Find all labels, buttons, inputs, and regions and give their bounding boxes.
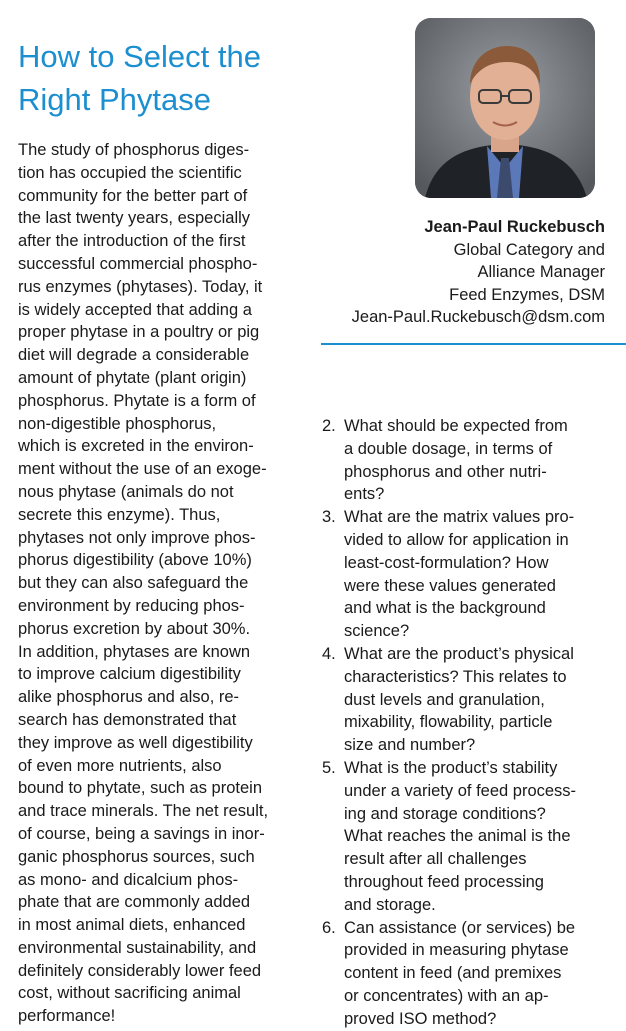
body-text-line: rus enzymes (phytases). Today, it — [18, 277, 263, 296]
body-text-line: successful commercial phospho- — [18, 254, 258, 273]
body-text-line: definitely considerably lower feed — [18, 961, 262, 980]
question-text-line: science? — [344, 622, 410, 641]
body-text-line: phosphorus. Phytate is a form of — [18, 391, 256, 410]
body-text-line: as mono- and dicalcium phos- — [18, 870, 239, 889]
question-text-line: least-cost-formulation? How — [344, 553, 549, 572]
body-text-line: diet will degrade a considerable — [18, 346, 250, 365]
question-text-line: mixability, flowability, particle — [344, 713, 553, 732]
question-text-line: Can assistance (or services) be — [344, 918, 576, 937]
question-text-line: result after all challenges — [344, 850, 527, 869]
question-text-line: size and number? — [344, 736, 476, 755]
question-text-line: What are the matrix values pro- — [344, 508, 575, 527]
author-photo — [415, 18, 595, 198]
body-text-line: nous phytase (animals do not — [18, 482, 234, 501]
section-divider — [321, 343, 626, 345]
body-text-line: community for the better part of — [18, 186, 248, 205]
body-text-line: cost, without sacrificing animal — [18, 984, 241, 1003]
body-text-line: amount of phytate (plant origin) — [18, 368, 247, 387]
body-text-line: tion has occupied the scientific — [18, 163, 242, 182]
body-text-line: but they can also safeguard the — [18, 574, 249, 593]
question-item — [322, 917, 622, 1031]
question-text-line: or concentrates) with an ap- — [344, 986, 549, 1005]
question-text-line: ents? — [344, 485, 385, 504]
question-text-line: and what is the background — [344, 599, 546, 618]
question-text-line: dust levels and granulation, — [344, 690, 545, 709]
author-name: Jean-Paul Ruckebusch — [424, 218, 605, 236]
body-text-line: is widely accepted that adding a — [18, 300, 252, 319]
body-text-line: secrete this enzyme). Thus, — [18, 505, 221, 524]
body-text-line: the last twenty years, especially — [18, 209, 251, 228]
author-email: Jean-Paul.Ruckebusch@dsm.com — [351, 308, 605, 327]
question-list — [322, 415, 622, 1031]
body-text-line: which is excreted in the environ- — [18, 437, 254, 456]
question-text-line: What should be expected from — [344, 417, 568, 435]
question-item — [322, 757, 622, 917]
body-text-line: they improve as well digestibility — [18, 733, 253, 752]
article-body — [18, 139, 312, 1028]
question-number: 5. — [322, 758, 336, 777]
body-text-line: phorus excretion by about 30%. — [18, 619, 251, 638]
body-text-line: In addition, phytases are known — [18, 642, 251, 661]
question-text-line: What is the product’s stability — [344, 758, 558, 777]
body-text-line: in most animal diets, enhanced — [18, 916, 246, 935]
question-text-line: under a variety of feed process- — [344, 781, 577, 800]
question-text-line: throughout feed processing — [344, 872, 544, 891]
body-text-line: proper phytase in a poultry or pig — [18, 323, 260, 342]
author-role-line: Global Category and — [453, 240, 605, 259]
body-text-line: phorus digestibility (above 10%) — [18, 551, 252, 570]
article-title — [18, 35, 318, 121]
question-number: 2. — [322, 417, 336, 435]
question-item — [322, 506, 622, 643]
question-text-line: content in feed (and premixes — [344, 964, 562, 983]
body-text-line: after the introduction of the first — [18, 232, 246, 251]
author-role-line: Alliance Manager — [477, 263, 605, 282]
title-line: Right Phytase — [18, 81, 211, 117]
question-text-line: provided in measuring phytase — [344, 941, 569, 960]
body-text-line: to improve calcium digestibility — [18, 665, 241, 684]
question-number: 4. — [322, 644, 336, 663]
question-number: 6. — [322, 918, 336, 937]
question-text-line: What reaches the animal is the — [344, 827, 571, 846]
body-text-line: ment without the use of an exoge- — [18, 460, 267, 479]
body-text-line: environment by reducing phos- — [18, 596, 245, 615]
question-text-line: proved ISO method? — [344, 1009, 497, 1028]
body-text-line: and trace minerals. The net result, — [18, 802, 269, 821]
author-portrait-image — [415, 18, 595, 198]
question-item — [322, 415, 622, 506]
question-text-line: and storage. — [344, 895, 436, 914]
body-text-line: search has demonstrated that — [18, 710, 237, 729]
body-text-line: phytases not only improve phos- — [18, 528, 256, 547]
body-text-line: performance! — [18, 1007, 116, 1026]
question-text-line: phosphorus and other nutri- — [344, 462, 547, 481]
body-text-line: of even more nutrients, also — [18, 756, 222, 775]
body-text-line: ganic phosphorus sources, such — [18, 847, 255, 866]
question-text-line: vided to allow for application in — [344, 530, 569, 549]
body-text-line: alike phosphorus and also, re- — [18, 688, 240, 707]
question-text-line: ing and storage conditions? — [344, 804, 546, 823]
author-info — [305, 216, 605, 329]
author-role-line: Feed Enzymes, DSM — [449, 285, 605, 304]
body-text-line: The study of phosphorus diges- — [18, 141, 250, 159]
question-item — [322, 643, 622, 757]
body-text-line: environmental sustainability, and — [18, 938, 257, 957]
title-line: How to Select the — [18, 38, 261, 74]
question-text-line: characteristics? This relates to — [344, 667, 567, 686]
body-text-line: non-digestible phosphorus, — [18, 414, 217, 433]
body-text-line: phate that are commonly added — [18, 893, 251, 912]
body-text-line: of course, being a savings in inor- — [18, 824, 265, 843]
question-text-line: What are the product’s physical — [344, 644, 574, 663]
question-number: 3. — [322, 508, 336, 527]
body-text-line: bound to phytate, such as protein — [18, 779, 263, 798]
question-text-line: were these values generated — [344, 576, 556, 595]
question-text-line: a double dosage, in terms of — [344, 439, 553, 458]
